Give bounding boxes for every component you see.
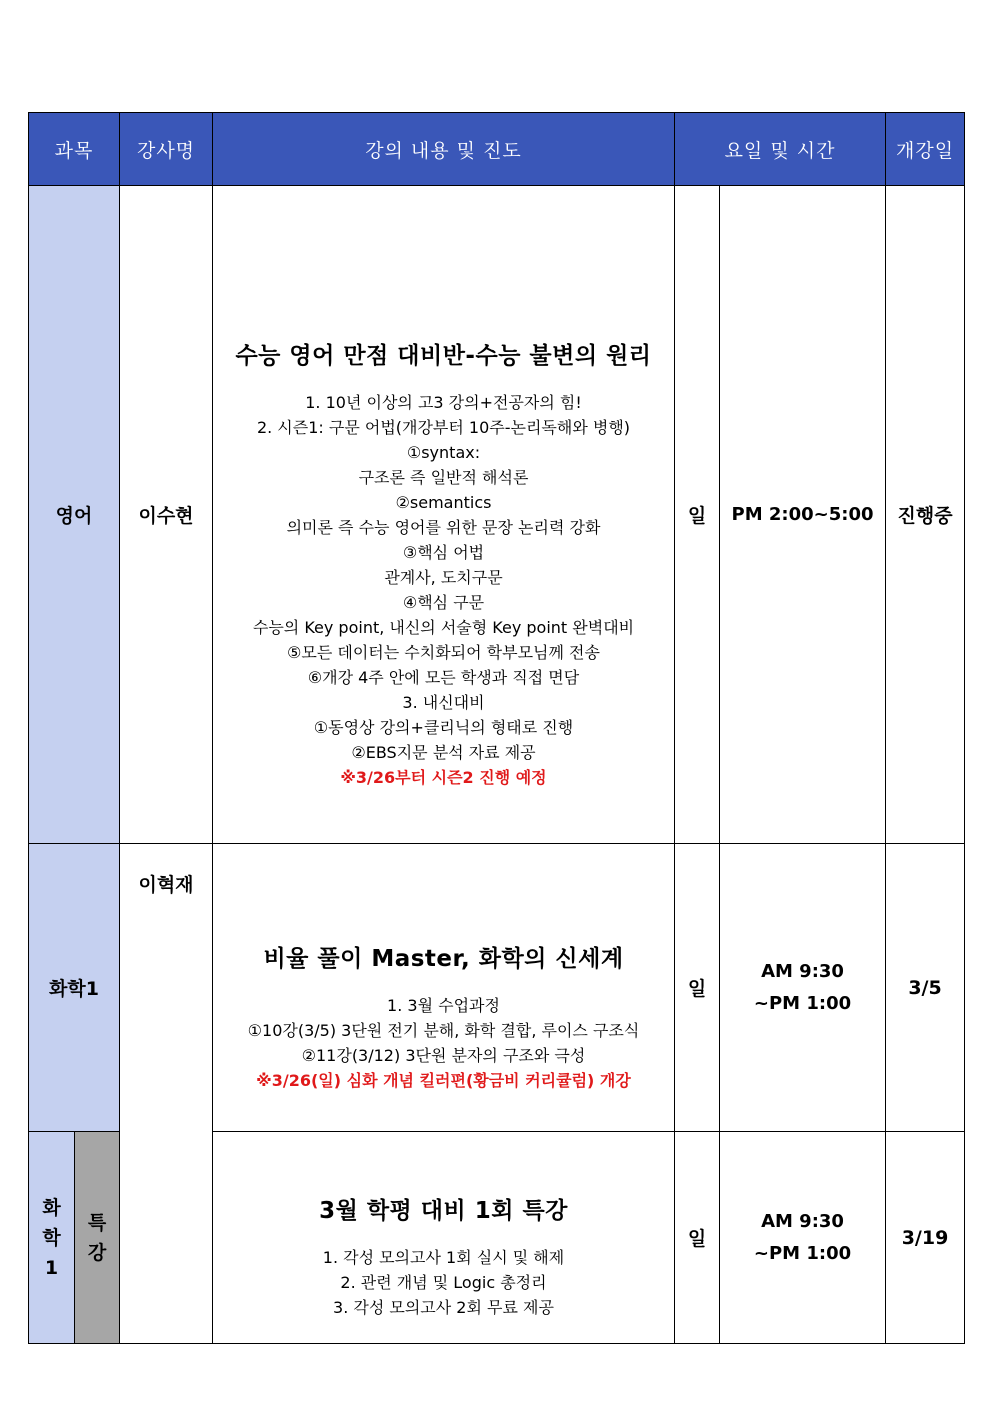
content-line: 의미론 즉 수능 영어를 위한 문장 논리력 강화 <box>286 518 601 537</box>
table-row <box>29 186 965 844</box>
content-line: 관계사, 도치구문 <box>384 568 503 587</box>
subject-label: 화 학 1 <box>42 1196 61 1279</box>
teacher-cell: 이수현 <box>120 186 213 844</box>
content-line: ②EBS지문 분석 자료 제공 <box>351 743 536 762</box>
subject-cell: 화학1 <box>29 844 120 1132</box>
teacher-name: 이혁재 <box>138 874 194 896</box>
course-note: ※3/26(일) 심화 개념 킬러편(황금비 커리큘럼) 개강 <box>256 1071 631 1090</box>
header-start-date: 개강일 <box>886 113 965 186</box>
teacher-cell <box>120 844 213 1344</box>
time-cell: PM 2:00~5:00 <box>720 186 886 844</box>
content-line: ①10강(3/5) 3단원 전기 분해, 화학 결합, 루이스 구조식 <box>247 1021 640 1040</box>
content-line: ①동영상 강의+클리닉의 형태로 진행 <box>313 718 574 737</box>
content-line: ②11강(3/12) 3단원 분자의 구조와 극성 <box>301 1046 586 1065</box>
content-line: 2. 시즌1: 구문 어법(개강부터 10주-논리독해와 병행) <box>256 418 631 437</box>
header-subject: 과목 <box>29 113 120 186</box>
course-lines <box>213 993 674 1068</box>
header-schedule: 요일 및 시간 <box>675 113 886 186</box>
table-row <box>29 844 965 1132</box>
header-row <box>29 113 965 186</box>
course-content <box>213 1132 675 1344</box>
course-content <box>213 844 675 1132</box>
course-note: ※3/26부터 시즌2 진행 예정 <box>340 768 547 787</box>
time-end: ~PM 1:00 <box>753 992 852 1014</box>
special-label: 특 강 <box>87 1211 107 1264</box>
subject-cell: 영어 <box>29 186 120 844</box>
course-content <box>213 186 675 844</box>
content-line: 2. 관련 개념 및 Logic 총정리 <box>340 1272 547 1292</box>
content-line: ⑥개강 4주 안에 모든 학생과 직접 면담 <box>307 668 580 687</box>
start-date-cell: 3/5 <box>886 844 965 1132</box>
content-line: 1. 3월 수업과정 <box>387 996 500 1015</box>
header-content: 강의 내용 및 진도 <box>213 113 675 186</box>
content-line: 1. 10년 이상의 고3 강의+전공자의 힘! <box>305 393 582 412</box>
content-line: 구조론 즉 일반적 해석론 <box>358 468 529 487</box>
course-lines <box>213 1245 674 1320</box>
start-date-cell: 진행중 <box>886 186 965 844</box>
time-start: AM 9:30 <box>761 1210 844 1232</box>
day-cell: 일 <box>675 1132 720 1344</box>
content-line: ④핵심 구문 <box>402 593 485 612</box>
course-lines <box>213 390 674 765</box>
header-teacher: 강사명 <box>120 113 213 186</box>
content-line: 3. 내신대비 <box>402 693 485 712</box>
day-cell: 일 <box>675 186 720 844</box>
subject-cell <box>29 1132 75 1344</box>
course-title: 비율 풀이 Master, 화학의 신세계 <box>263 946 624 972</box>
content-line: 수능의 Key point, 내신의 서술형 Key point 완벽대비 <box>252 618 635 637</box>
start-date-cell: 3/19 <box>886 1132 965 1344</box>
course-title: 수능 영어 만점 대비반-수능 불변의 원리 <box>235 343 652 369</box>
special-lecture-cell <box>75 1132 120 1344</box>
content-line: ①syntax: <box>406 443 481 462</box>
content-line: ②semantics <box>395 493 492 512</box>
content-line: 3. 각성 모의고사 2회 무료 제공 <box>333 1297 554 1317</box>
time-cell <box>720 1132 886 1344</box>
time-cell <box>720 844 886 1132</box>
day-cell: 일 <box>675 844 720 1132</box>
time-end: ~PM 1:00 <box>753 1242 852 1264</box>
content-line: 1. 각성 모의고사 1회 실시 및 해제 <box>322 1247 565 1267</box>
course-title: 3월 학평 대비 1회 특강 <box>319 1197 568 1224</box>
time-start: AM 9:30 <box>761 960 844 982</box>
lecture-schedule-table <box>28 112 965 1344</box>
content-line: ⑤모든 데이터는 수치화되어 학부모님께 전송 <box>287 643 600 662</box>
content-line: ③핵심 어법 <box>402 543 485 562</box>
